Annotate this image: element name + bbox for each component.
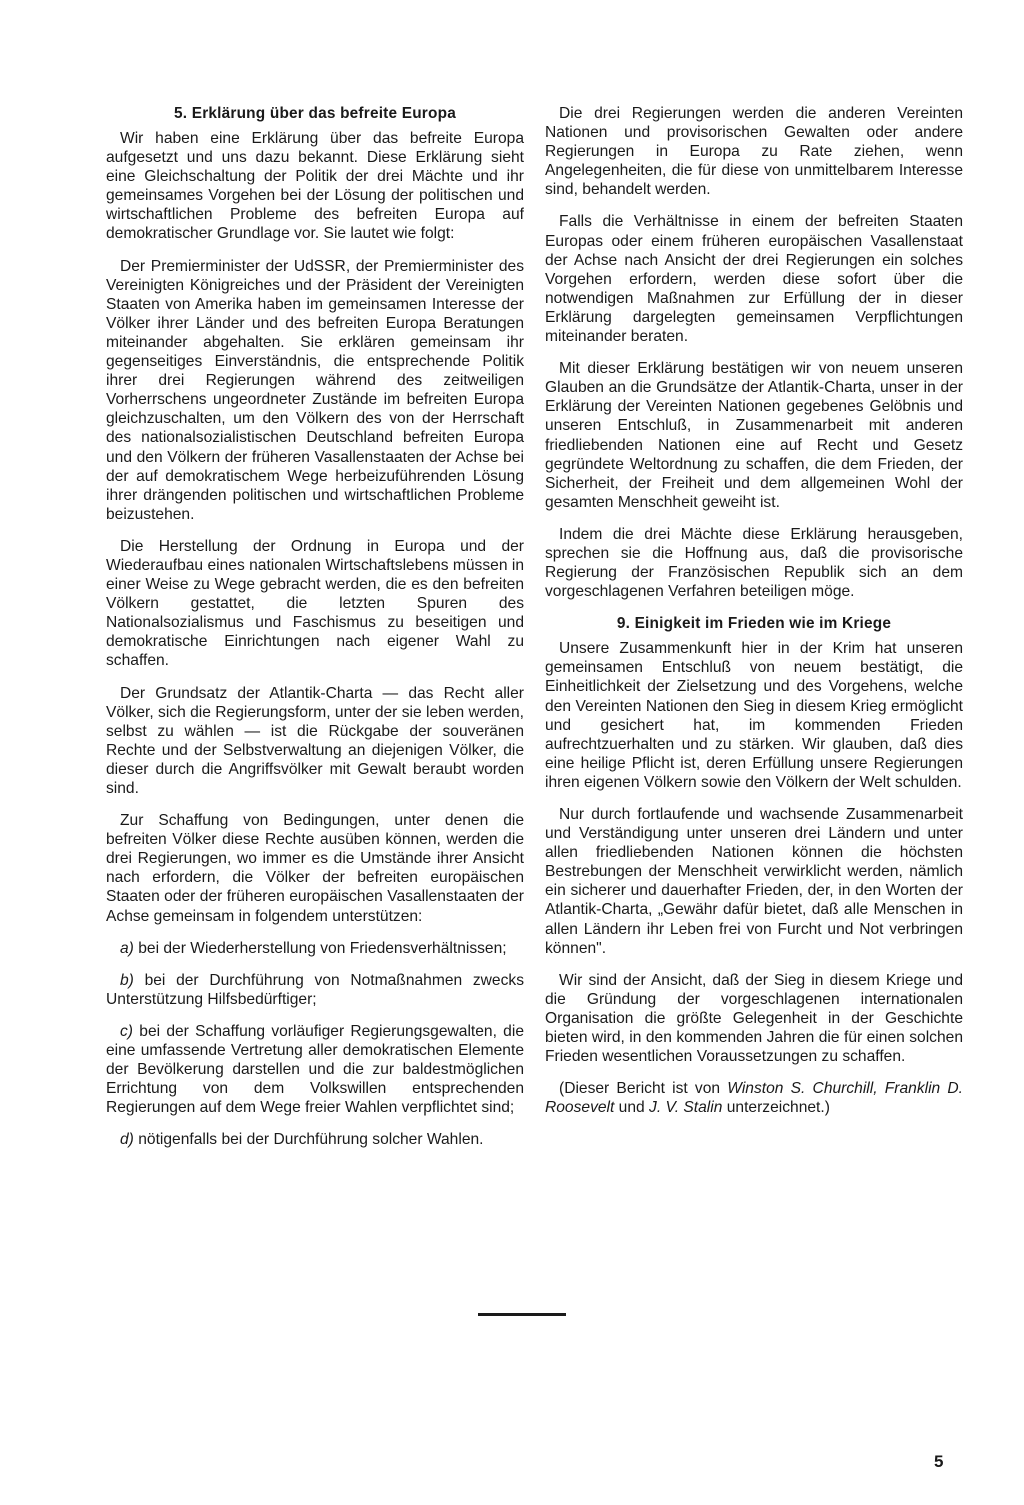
list-item-c [106,1022,524,1117]
list-item-text: bei der Durchführung von Notmaßnahmen zwecks Unterstützung Hilfsbedürftiger; [106,971,524,1008]
paragraph: Wir haben eine Erklärung über das befreite Europa aufgesetzt und uns dazu bekannt. Diese Erklärung sieht eine Gleichschaltung der Politik der drei Mächte und ihr gemeinsames Vorgehen bei der Lösung der politischen und wirtschaftlichen Probleme des befreiten Europa auf demokratischer Grundlage vor. Sie lautet wie folgt: [106,130,524,243]
list-marker: b) [120,971,134,989]
signature-prefix: (Dieser Bericht ist von [559,1080,728,1098]
signature-and: und [614,1099,650,1117]
right-column [545,104,963,1130]
left-column [106,104,524,1163]
list-marker: d) [120,1131,134,1149]
list-item-d [106,1130,524,1149]
list-item-text: bei der Schaffung vorläufiger Regierungsgewalten, die eine umfassende Vertretung aller demokratischen Elemente der Bevölkerung darstellen und die zur baldestmöglichen Errichtung von dem Volkswillen entsprechenden Regierungen auf dem Wege freier Wahlen verpflichtet sind; [106,1022,524,1117]
paragraph: Zur Schaffung von Bedingungen, unter denen die befreiten Völker diese Rechte ausüben können, werden die drei Regierungen, wo immer es die Umstände ihrer Ansicht nach erfordern, die Völker der befreiten europäischen Staaten oder der früheren europäischen Vasallenstaaten der Achse gemeinsam in folgendem unterstützen: [106,812,524,925]
list-item-text: bei der Wiederherstellung von Friedensverhältnissen; [138,939,507,957]
paragraph: Die drei Regierungen werden die anderen Vereinten Nationen und provisorischen Gewalten oder andere Regierungen in Europa zu Rate ziehen, wenn Angelegenheiten, die für diese von unmittelbarem Interesse sind, behandelt werden. [545,105,963,199]
paragraph: Unsere Zusammenkunft hier in der Krim hat unseren gemeinsamen Entschluß von neuem bestätigt, die Einheitlichkeit der Zielsetzung und des Vorgehens, welche den Vereinten Nationen den Sieg in diesem Krieg ermöglicht und gesichert hat, im kommenden Frieden aufrechtzuerhalten und zu stärken. Wir glauben, daß dies eine heilige Pflicht ist, deren Erfüllung unsere Regierungen ihren eigenen Völkern sowie den Völkern der Welt schulden. [545,640,963,791]
list-item-b [106,971,524,1009]
paragraph: Der Grundsatz der Atlantik-Charta — das Recht aller Völker, sich die Regierungsform, unter der sie leben werden, selbst zu wählen — ist die Rückgabe der souveränen Rechte und der Selbstverwaltung an diejenigen Völker, die dieser durch die Angriffsvölker mit Gewalt beraubt worden sind. [106,684,524,797]
list-item-a [106,939,524,958]
section-heading-9: 9. Einigkeit im Frieden wie im Kriege [616,615,892,633]
signature-note [545,1079,963,1117]
signatory-stalin: J. V. Stalin [649,1099,723,1117]
paragraph: Nur durch fortlaufende und wachsende Zusammenarbeit und Verständigung unter unseren drei Ländern und unter allen friedliebenden Nationen können die höchsten Bestrebungen der Menschheit verwirklicht werden, nämlich ein sicherer und dauerhafter Frieden, der, in den Worten der Atlantik-Charta, „Gewähr dafür bietet, daß alle Menschen in allen Ländern ihr Leben frei von Furcht und Not verbringen können". [545,806,963,957]
paragraph: Mit dieser Erklärung bestätigen wir von neuem unseren Glauben an die Grundsätze der Atlantik-Charta, unser in der Erklärung der Vereinten Nationen gegebenes Gelöbnis und unseren Entschluß, in Zusammenarbeit mit anderen friedliebenden Nationen eine auf Recht und Gesetz gegründete Weltordnung zu schaffen, die dem Frieden, der Sicherheit, der Freiheit und dem allgemeinen Wohl der gesamten Menschheit geweiht ist. [545,360,963,511]
end-rule [478,1313,566,1316]
signatory-churchill: Winston S. Churchill, [727,1080,878,1098]
paragraph: Die Herstellung der Ordnung in Europa und der Wiederaufbau eines nationalen Wirtschaftslebens müssen in einer Weise zu Wege gebracht werden, die es den befreiten Völkern gestattet, die letzten Spuren des Nationalsozialismus und Faschismus zu beseitigen und demokratische Einrichtungen nach eigener Wahl zu schaffen. [106,537,524,670]
paragraph: Falls die Verhältnisse in einem der befreiten Staaten Europas oder einem früheren europäischen Vasallenstaat der Achse nach Ansicht der drei Regierungen ein solches Vorgehen erfordern, werden diese sofort über die notwendigen Maßnahmen zur Erfüllung der in dieser Erklärung dargelegten gemeinsamen Verpflichtungen miteinander beraten. [545,213,963,346]
list-marker: c) [120,1022,133,1040]
list-item-text: nötigenfalls bei der Durchführung solcher Wahlen. [138,1131,484,1149]
paragraph: Wir sind der Ansicht, daß der Sieg in diesem Kriege und die Gründung der vorgeschlagenen internationalen Organisation die größte Gelegenheit in der Geschichte bieten wird, in den kommenden Jahren die für einen solchen Frieden wesentlichen Voraussetzungen zu schaffen. [545,971,963,1066]
paragraph: Indem die drei Mächte diese Erklärung herausgeben, sprechen sie die Hoffnung aus, daß die provisorische Regierung der Französischen Republik sich an dem vorgeschlagenen Verfahren beteiligen möge. [545,525,963,601]
page-number: 5 [934,1452,944,1471]
paragraph: Der Premierminister der UdSSR, der Premierminister des Vereinigten Königreiches und der Präsident der Vereinigten Staaten von Amerika haben im gemeinsamen Interesse der Völker ihrer Länder und des befreiten Europa Beratungen miteinander abgehalten. Sie erklären gemeinsam ihr gegenseitiges Einverständnis, die entsprechende Politik ihrer drei Regierungen während des zeitweiligen Vorherrschens ungeordneter Zustände im befreiten Europa gleichzuschalten, um den Völkern des von der Herrschaft des nationalsozialistischen Deutschland befreiten Europa und den Völkern der früheren Vasallenstaaten der Achse bei der auf demokratischem Wege herbeizuführenden Lösung ihrer drängenden politischen und wirtschaftlichen Probleme beizustehen. [106,257,524,523]
signature-suffix: unterzeichnet.) [722,1099,830,1117]
signatory-roosevelt: Franklin D. Roosevelt [545,1080,963,1117]
section-heading-5: 5. Erklärung über das befreite Europa [174,105,456,122]
list-marker: a) [120,939,134,957]
